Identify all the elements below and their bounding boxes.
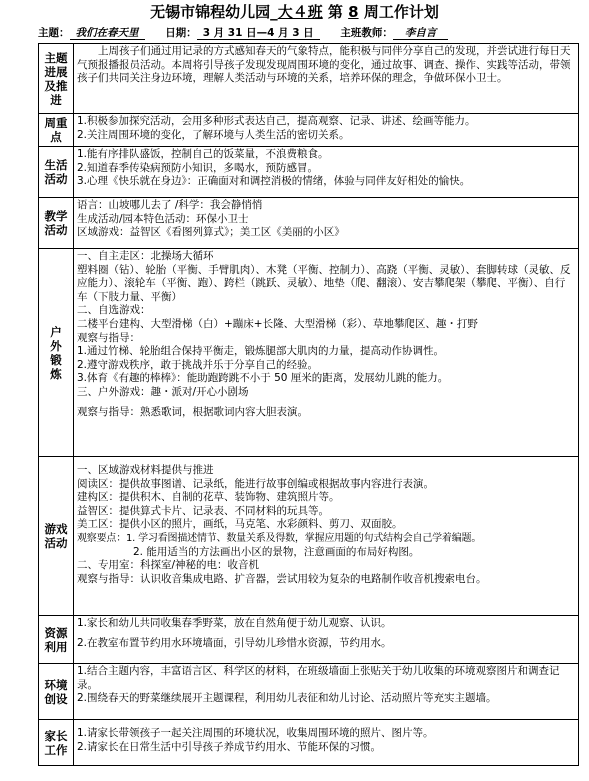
heading-line: 游戏: [44, 522, 68, 536]
week-number: 8: [348, 3, 359, 21]
heading-line: 活动: [44, 172, 68, 186]
content-theme-progress: [74, 44, 579, 114]
heading-line: 利用: [44, 639, 68, 654]
heading-line: 炼: [50, 366, 62, 381]
resources-item: 1.家长和幼儿共同收集春季野菜，放在自然角便于幼儿观察、认识。: [77, 617, 392, 629]
outdoor-item: 二楼平台建构、大型滑梯（白）+蹦床+长隆、大型滑梯（彩）、草地攀爬区、趣・打野: [77, 317, 478, 330]
heading-parent-work: [39, 720, 74, 766]
heading-resource-use: [39, 616, 74, 664]
theme-value: 我们在春天里: [70, 27, 145, 40]
row-teaching-activities: [39, 198, 579, 249]
family-item: 1.请家长带领孩子一起关注周围的环境状况，收集周围环境的照片、图片等。: [77, 727, 434, 739]
games-item: 建构区：提供积木、自制的花草、装饰物、建筑照片等。: [77, 491, 340, 504]
teaching-item: 生成活动/园本特色活动：环保小卫士: [77, 212, 249, 225]
class-name: 大４班: [277, 3, 323, 21]
row-environment: [39, 664, 579, 720]
heading-line: 进: [50, 92, 62, 107]
content-game-activities: [74, 457, 579, 616]
heading-line: 创设: [44, 691, 68, 706]
teacher-label: 主班教师：: [340, 27, 393, 39]
games-item: 观察与指导：认识收音集成电路、扩音器，尝试用较为复杂的电路制作收音机搜索电台。: [77, 572, 487, 585]
outdoor-item: 一、自主走区：北操场大循环: [77, 250, 214, 262]
heading-line: 锻: [50, 352, 62, 367]
outdoor-item: 观察与指导：: [77, 331, 140, 344]
heading-line: 点: [50, 130, 62, 144]
games-item: 阅读区：提供故事图谱、记录纸，能进行故事创编或根据故事内容进行表演。: [77, 477, 434, 490]
life-item: 3.心理《快乐就在身边》：正确面对和调控消极的情绪，体验与同伴友好相处的愉快。: [77, 175, 471, 188]
row-weekly-focus: [39, 114, 579, 147]
heading-line: 及推: [44, 78, 68, 93]
content-life-activities: [74, 147, 579, 198]
teaching-item: 区域游戏：益智区《看图列算式》；美工区《美丽的小区》: [77, 226, 345, 239]
focus-item: 2.关注周围环境的变化，了解环境与人类生活的密切关系。: [77, 128, 350, 141]
life-item: 2.知道春季传染病预防小知识，多喝水，预防感冒。: [77, 161, 319, 174]
content-weekly-focus: [74, 114, 579, 147]
heading-line: 外: [50, 338, 62, 353]
plan-table: [38, 43, 579, 766]
resources-item: 2.在教室布置节约用水环境墙面，引导幼儿珍惜水资源，节约用水。: [77, 636, 392, 649]
content-resource-use: [74, 616, 579, 664]
heading-line: 活动: [44, 223, 68, 237]
games-item: 美工区：提供小区的照片，画纸，马克笔、水彩颜料、剪刀、双面胶。: [77, 518, 403, 531]
content-environment: [74, 664, 579, 720]
heading-line: 周重: [44, 116, 68, 130]
games-item: 二、专用室：科探室/神秘的电：收音机: [77, 559, 260, 572]
outdoor-item: 观察与指导：熟悉歌词，根据歌词内容大胆表演。: [77, 405, 308, 418]
heading-line: 主题: [44, 50, 68, 65]
row-parent-work: [39, 720, 579, 766]
heading-environment: [39, 664, 74, 720]
heading-line: 进展: [44, 64, 68, 79]
date-value: 3 月 31 日—4 月 3 日: [197, 27, 320, 40]
games-item: 一、区域游戏材料提供与推进: [77, 464, 214, 476]
row-theme-progress: [39, 44, 579, 114]
environment-item: 1.结合主题内容，丰富语言区、科学区的材料，在班级墙面上张贴关于幼儿收集的环境观察图片和调查记录。: [77, 665, 560, 691]
heading-line: 生活: [44, 158, 68, 172]
heading-weekly-focus: [39, 114, 74, 147]
focus-item: 1.积极参加探究活动，会用多种形式表达自己，提高观察、记录、讲述、绘画等能力。: [77, 115, 476, 127]
games-item: 观察要点：1. 学习看图描述情节、数量关系及得数，掌握应用题的句式结构会自己学着编题。: [77, 532, 482, 544]
heading-teaching-activities: [39, 198, 74, 249]
heading-game-activities: [39, 457, 74, 616]
outdoor-item: 2.遵守游戏秩序，敢于挑战并乐于分享自己的经验。: [77, 358, 319, 371]
row-resource-use: [39, 616, 579, 664]
title-suffix: 周工作计划: [358, 3, 439, 21]
progress-text: 上周孩子们通过用记录的方式感知春天的气象特点，能积极与同伴分享自己的发现，并尝试进行每日天气预报播报员活动。本周将引导孩子发现发现周围环境的变化，通过故事、调查、操作、实践等活动，带领孩子们共同关注身边环境，理解人类活动与环境的关系，培养环保的理念，争做环保小卫士。: [77, 45, 571, 85]
title-mid: 第: [322, 3, 349, 21]
page-title: [0, 3, 589, 21]
heading-outdoor-exercise: [39, 249, 74, 457]
heading-line: 活动: [44, 536, 68, 550]
content-parent-work: [74, 720, 579, 766]
heading-life-activities: [39, 147, 74, 198]
title-prefix: 无锡市锦程幼儿园_: [150, 3, 278, 21]
games-item: 益智区：提供算式卡片、记录表、不同材料的玩具等。: [77, 504, 329, 517]
row-game-activities: [39, 457, 579, 616]
outdoor-item: 塑料圈（钻）、轮胎（平衡、手臂肌肉）、木凳（平衡、控制力）、高跷（平衡、灵敏）、套脚转球（灵敏、反应能力）、滚轮车（平衡、跑）、跨栏（跳跃、灵敏）、地垫（爬、翻滚）、安吉攀爬架（攀爬、平衡）、自行车（下肢力量、平衡）: [77, 263, 571, 303]
outdoor-item: 3.体育《有趣的棒棒》：能助跑跨跳不小于 50 厘米的距离，发展幼儿跳的能力。: [77, 372, 449, 385]
theme-label: 主题：: [38, 27, 70, 39]
content-teaching-activities: [74, 198, 579, 249]
outdoor-item: 二、自选游戏：: [77, 304, 151, 317]
life-item: 1.能有序排队盛饭，控制自己的饭菜量，不浪费粮食。: [77, 148, 329, 160]
heading-line: 环境: [44, 677, 68, 692]
family-item: 2.请家长在日常生活中引导孩子养成节约用水、节能环保的习惯。: [77, 740, 382, 753]
meta-line: [38, 27, 578, 40]
heading-line: 家长: [44, 728, 68, 743]
teacher-value: 李自言: [393, 27, 449, 40]
heading-line: 教学: [44, 209, 68, 223]
heading-line: 工作: [44, 742, 68, 757]
outdoor-item: 三、户外游戏：趣・派对/开心小剧场: [77, 385, 249, 398]
games-item: 2. 能用适当的方法画出小区的景物，注意画面的布局好构图。: [133, 545, 420, 558]
outdoor-item: 1.通过竹梯、轮胎组合保持平衡走，锻炼腿部大肌肉的力量，提高动作协调性。: [77, 345, 445, 358]
heading-line: 户: [50, 324, 62, 339]
teaching-item: 语言：山坡哪儿去了 /科学：我会静悄悄: [77, 199, 263, 211]
heading-theme-progress: [39, 44, 74, 114]
date-label: 日期：: [165, 27, 197, 39]
environment-item: 2.围绕春天的野菜继续展开主题课程，利用幼儿表征和幼儿讨论、活动照片等充实主题墙。: [77, 692, 497, 705]
content-outdoor-exercise: [74, 249, 579, 457]
row-outdoor-exercise: [39, 249, 579, 457]
heading-line: 资源: [44, 625, 68, 640]
row-life-activities: [39, 147, 579, 198]
